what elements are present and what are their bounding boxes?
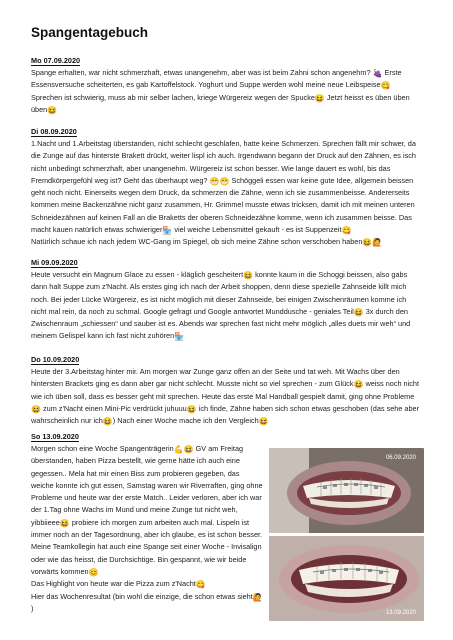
- shop-emoji-icon: 🏪: [162, 226, 173, 236]
- photo-date-label: 13.09.2020: [385, 610, 416, 616]
- laugh-emoji-icon: 😆: [47, 105, 58, 115]
- entry-date: Di 08.09.2020: [31, 127, 77, 136]
- teeth-photo-before: [269, 448, 424, 533]
- laugh-emoji-icon: 😆: [353, 307, 364, 317]
- entry-paragraph: ) Nach einer Woche mache ich den Vergleich: [112, 416, 259, 426]
- entry-text: Morgen schon eine Woche Spangenträgerin💪😆 GV am Freitag überstanden, haben Pizza bestellt, wie gerne hätte ich auch eine gegessen.. Mela hat mir einen Biss zum probieren gegeben, das weiche konnte ich gut essen, Samstag waren wir Riverraften, ging ohne Probleme und heute war der erste Match.. Leider verloren, aber ich war der 1.Tag ohne Wachs im Mund und meine Zunge tut nicht weh, yibbiieee😆 probiere ich morgen zum arbeiten auch mal. Lispeln ist immer noch an der Tagesordnung, aber ich glaube, es ist schon besser. Meine Teamkollegin hat auch eine Spange seit einer Woche - Invisalign oder wie das heisst, die Durchsichtige. Bin gespannt, wie wir beide vorwärts kommen😊 Das Highlight von heute war die Pizza zum z'Nacht😋 Hier das Wochenresultat (bin wohl die einzige, die schon etwas sieht🙋): [31, 444, 263, 613]
- laugh-emoji-icon: 😆: [243, 271, 254, 280]
- entry-paragraph: Natürlich schaue ich nach jedem WC-Gang im Spiegel, ob sich meine Zähne schon verschoben haben: [31, 237, 363, 247]
- entry-date: So 13.09.2020: [31, 432, 79, 441]
- entry-paragraph: Heute versucht ein Magnum Glace zu essen - kläglich gescheitert: [31, 270, 244, 279]
- entry-paragraph: ich finde, Zähne haben sich schon etwas geschoben (das sehe aber wahrscheinlich nur ich: [31, 403, 420, 426]
- entry-paragraph: Jetzt heisst es üben üben üben: [31, 92, 410, 114]
- entry-paragraph: konnte kaum in die Schoggi beissen, also gabs dann halt Suppe zum z'Nacht. Als erstes ging ich nach der Arbeit shoppen, denn diese spezielle Zahnseide killt mich noch. Bei jeder Lücke Würgereiz, es ist nicht möglich mit dieser Zahnseide, bei einigen Zwischenräumen komme ich nicht mal rein, da noch zu schmal. Google gefragt und Google antwortet Munddusche - geniales Teil: [31, 270, 408, 316]
- laugh-emoji-icon: 😆: [31, 404, 41, 414]
- entry-paragraph: Spange erhalten, war nicht schmerzhaft, etwas unangenehm, aber was ist beim Zahni schon angenehm?: [31, 68, 371, 77]
- laugh-emoji-icon: 😆: [186, 404, 197, 414]
- entry-paragraph: weiss noch nicht wie ich üben soll, dass es besser geht mit sprechen. Heute das erste Mal Handball gespielt damit, ging ohne Probleme: [31, 379, 419, 401]
- grin-emoji-icon: 😁: [209, 176, 220, 186]
- smile-emoji-icon: 😋: [341, 226, 352, 236]
- entry-paragraph: Morgen schon eine Woche Spangenträgerin: [31, 444, 174, 453]
- entry-paragraph: Das Highlight von heute war die Pizza zum z'Nacht: [31, 579, 196, 589]
- grin-emoji-icon: 😁: [219, 176, 230, 186]
- smile-emoji-icon: 😋: [380, 81, 391, 91]
- entry-paragraph: Schöggeli essen war keine gute Idee, allgemein beissen geht noch nicht. Einerseits wegen dem Druck, da schmerzen die Zähne, wenn ich sie zusammenbeisse. Andererseits kommen meine Backenzähne nicht ganz zusammen, Hr. Grimmel musste etwas tricksen, damit ich mit meinen unteren Schneidezähnen auf keinen Fall an die Braketts der oberen Schneidezähne komme, wenn ich zusammen beisse. Das macht kauen natürlich etwas schwieriger: [31, 175, 415, 235]
- laugh-emoji-icon: 😆: [353, 380, 364, 390]
- smile-emoji-icon: 😊: [88, 567, 99, 577]
- laugh-emoji-icon: 😆: [362, 238, 373, 248]
- page-title: Spangentagebuch: [31, 25, 149, 40]
- photo-date-label: 06.09.2020: [385, 455, 416, 461]
- entry-text: [31, 138, 423, 249]
- entry-paragraph: Erste Essensversuche scheiterten, es gab Kartoffelstock. Yoghurt und Suppe werden wohl meine neue Leibspeise: [31, 68, 402, 90]
- teeth-photo-after-icon: [269, 536, 424, 621]
- entry-paragraph: probiere ich morgen zum arbeiten auch mal. Lispeln ist immer noch an der Tagesordnung, aber ich glaube, es ist schon besser. Meine Teamkollegin hat auch eine Spange seit einer Woche - Invisalign oder wie das heisst, die Durchsichtige. Bin gespannt, wie wir beide vorwärts kommen: [31, 517, 263, 576]
- entry-paragraph: Sprechen ist schwierig, muss ab mir selber lachen, kriege Würgereiz wegen der Spucke: [31, 92, 315, 102]
- entry-date: Do 10.09.2020: [31, 355, 80, 364]
- smile-emoji-icon: 😋: [195, 580, 206, 590]
- entry-text: [31, 366, 423, 427]
- laugh-emoji-icon: 😆: [102, 417, 113, 427]
- laugh-emoji-icon: 😆: [258, 417, 269, 427]
- entry-text: [31, 269, 423, 343]
- person-emoji-icon: 🙋: [252, 592, 263, 602]
- entry-paragraph: Heute der 3.Arbeitstag hinter mir. Am morgen war Zunge ganz offen an der Seite und tat weh. Mit Wachs über den hintersten Brackets ging es dann aber gar nicht schlecht. Musste nicht so viel sprechen - zum Glück: [31, 367, 400, 389]
- entry-paragraph: GV am Freitag überstanden, haben Pizza bestellt, wie gerne hätte ich auch eine gegessen.. Mela hat mir einen Biss zum probieren gegeben, das weiche konnte ich gut essen, Samstag waren wir Riverraften, ging ohne Probleme und heute war der erste Match.. Leider verloren, aber ich war der 1.Tag ohne Wachs im Mund und meine Zunge tut nicht weh, yibbiieee: [31, 444, 263, 527]
- entry-date: Mo 07.09.2020: [31, 56, 81, 65]
- teeth-photo-after: [269, 536, 424, 621]
- entry-paragraph: viel weiche Lebensmittel gekauft - es ist Suppenzeit: [174, 225, 342, 235]
- laugh-emoji-icon: 😆: [59, 518, 70, 528]
- entry-paragraph: 3x durch den Zwischenraum „schiessen“ und sauber ist es. Abends war sprechen fast nicht mehr möglich „alles duets mir weh“ und meinem Gelispel kann ich fast nicht zuhören: [31, 306, 411, 341]
- entry-paragraph: 1.Nacht und 1.Arbeitstag überstanden, nicht schlecht geschlafen, hatte keine Schmerzen. Sprechen fällt mir schwer, da die Zunge auf das hinterste Brakett drückt, weiter lispl ich auch. Irgendwann begann der Druck auf den Zähnen, es isch nicht unbedingt schmerzhaft, aber unangenehm. Würgereiz ist schon besser. Wie lange dauert es wohl, bis das Fremdkörpergefühl weg ist? Geht das überhaupt weg?: [31, 139, 416, 185]
- entry-date: Mi 09.09.2020: [31, 258, 78, 267]
- grapes-emoji-icon: 🍇: [372, 69, 383, 78]
- laugh-emoji-icon: 😆: [314, 93, 325, 103]
- laugh-emoji-icon: 😆: [183, 445, 194, 454]
- entry-paragraph: zum z'Nacht einen Mini-Pic verdrückt juhuuu: [43, 403, 187, 413]
- muscle-emoji-icon: 💪: [173, 445, 184, 454]
- shop-emoji-icon: 🏪: [174, 332, 185, 342]
- person-emoji-icon: 🙋: [372, 238, 383, 248]
- entry-text: [31, 67, 423, 116]
- entry-paragraph: Hier das Wochenresultat (bin wohl die einzige, die schon etwas sieht: [31, 591, 253, 601]
